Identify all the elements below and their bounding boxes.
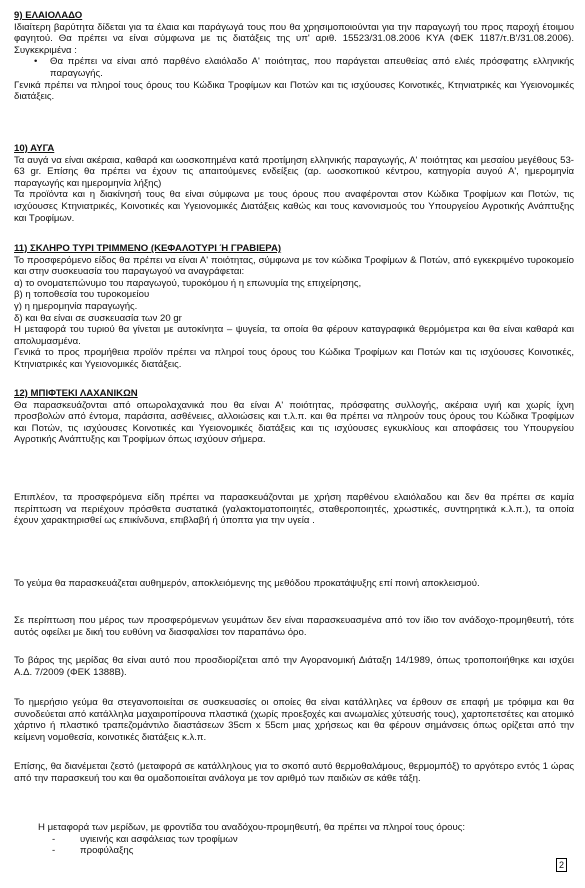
- bullet-text: Θα πρέπει να είναι από παρθένο ελαιόλαδο Α' ποιότητας, που παράγεται απευθείας από ελιές πρόσφατης ελληνικής παραγωγής.: [50, 56, 574, 79]
- paragraph: Τα αυγά να είναι ακέραια, καθαρά και ωοσκοπημένα κατά προτίμηση ελληνικής παραγωγής, Α' ποιότητας και μεσαίου μεγέθους 53-63 gr. Επίσης θα πρέπει να έχουν τις απαιτούμενες ενδείξεις (αρ. ωοσκοπικού κέντρου, κατηγορία αυγού Α', ημερομηνία παραγωγής και ημερομηνία λήξης): [14, 154, 574, 189]
- paragraph: Ιδιαίτερη βαρύτητα δίδεται για τα έλαια και παράγωγά τους που θα χρησιμοποιούνται για την παραγωγή του προς παροχή έτοιμου φαγητού. Θα πρέπει να είναι σύμφωνα με τις διατάξεις της υπ' αριθ. 15523/31.08.2006 ΚΥΑ (ΦΕΚ 1187/τ.Β'/31.08.2006). Συγκεκριμένα :: [14, 21, 574, 56]
- list-item: [52, 834, 568, 846]
- section-heading: 11) ΣΚΛΗΡΟ ΤΥΡΙ ΤΡΙΜΜΕΝΟ (ΚΕΦΑΛΟΤΥΡΙ Ή ΓΡΑΒΙΕΡΑ): [14, 243, 282, 254]
- paragraph: Σε περίπτωση που μέρος των προσφερόμενων γευμάτων δεν είναι παρασκευασμένα από τον ίδιο τον ανάδοχο-προμηθευτή, τότε αυτός οφείλει με δική του ευθύνη να διασφαλίσει τον παραπάνω όρο.: [14, 615, 574, 638]
- paragraph-transport: [38, 822, 568, 857]
- paragraph: Η μεταφορά του τυριού θα γίνεται με αυτοκίνητα – ψυγεία, τα οποία θα φέρουν καταγραφικά θερμόμετρα και θα είναι καθαρά και απολυμασμένα.: [14, 324, 574, 347]
- paragraph-packaging: [14, 697, 574, 743]
- section-hard-cheese: [14, 243, 574, 371]
- paragraph: Γενικά το προς προμήθεια προϊόν πρέπει να πληροί τους όρους του Κώδικα Τροφίμων και Ποτών και τις ισχύουσες Κοινοτικές, Κτηνιατρικές και Υγειονομικές διατάξεις.: [14, 347, 574, 370]
- paragraph: Επίσης, θα διανέμεται ζεστό (μεταφορά σε κατάλληλους για το σκοπό αυτό θερμοθαλάμους, θερμομπόξ) το αργότερο εντός 1 ώρας από την παρασκευή του και θα ομαδοποιείται ανάλογα με τον αριθμό των παιδιών σε κάθε τάξη.: [14, 761, 574, 784]
- section-olive-oil: [14, 10, 574, 103]
- list-item-text: προφύλαξης: [80, 845, 134, 857]
- paragraph: Επιπλέον, τα προσφερόμενα είδη πρέπει να παρασκευάζονται με χρήση παρθένου ελαιόλαδου και δεν θα πρέπει σε καμία περίπτωση να περιέχουν πρόσθετα συστατικά (γαλακτοματοποιητές, σταθεροποιητές, χρωστικές, συντηρητικά κ.λ.π.), τα οποία έχουν χαρακτηρισθεί ως επικίνδυνα, επιβλαβή ή ύποπτα για την υγεία .: [14, 492, 574, 527]
- paragraph-subcontract: [14, 615, 574, 638]
- list-item: δ) και θα είναι σε συσκευασία των 20 gr: [14, 312, 182, 324]
- list-item: β) η τοποθεσία του τυροκομείου: [14, 289, 150, 301]
- paragraph-distribution: [14, 761, 574, 784]
- list-item: α) το ονοματεπώνυμο του παραγωγού, τυροκόμου ή η επωνυμία της επιχείρησης,: [14, 277, 362, 289]
- page-number: 2: [556, 858, 567, 872]
- section-veg-burger: [14, 388, 574, 446]
- dash-icon: -: [52, 833, 56, 845]
- bullet-icon: •: [34, 56, 38, 68]
- section-heading: 10) ΑΥΓΑ: [14, 143, 55, 154]
- paragraph-same-day: [14, 578, 574, 590]
- paragraph: Το προσφερόμενο είδος θα πρέπει να είναι Α' ποιότητας, σύμφωνα με τον κώδικα Τροφίμων & Ποτών, από εγκεκριμένο τυροκομείο και στην συσκευασία του παραγωγού να αναγράφεται:: [14, 254, 574, 278]
- list-item: γ) η ημερομηνία παραγωγής.: [14, 300, 138, 312]
- paragraph: Το βάρος της μερίδας θα είναι αυτό που προσδιορίζεται από την Αγορανομική Διάταξη 14/1989, όπως τροποποιήθηκε και ισχύει Α.Δ. 7/2009 (ΦΕΚ 1388Β).: [14, 655, 574, 678]
- paragraph: Τα προϊόντα και η διακίνησή τους θα είναι σύμφωνα με τους όρους που αναφέρονται στον Κώδικα Τροφίμων και Ποτών, τις ισχύουσες Κτηνιατρικές, Κοινοτικές και Υγειονομικές Διατάξεις καθώς και τους κανονισμούς του Υπουργείου Αγροτικής Ανάπτυξης και Τροφίμων.: [14, 189, 574, 224]
- paragraph: Το ημερήσιο γεύμα θα στεγανοποιείται σε συσκευασίες οι οποίες θα είναι κατάλληλες να έρθουν σε επαφή με τρόφιμα και θα συνοδεύεται από κατάλληλα μαχαιροπίρουνα πλαστικά (χωρίς προεξοχές και ανωμαλίες χύτευσής τους), χαρτοπετσέτες και ατομικό χάρτινο ή πλαστικό τραπεζομάντιλο διαστάσεων 35cm x 55cm μιας χρήσεως και θα φέρουν σημάνσεις όπως ορίζεται από την κείμενη νομοθεσία, κοινοτικές διατάξεις κ.λ.π.: [14, 697, 574, 743]
- section-heading: 12) ΜΠΙΦΤΕΚΙ ΛΑΧΑΝΙΚΩΝ: [14, 388, 138, 399]
- paragraph-additives: [14, 492, 574, 527]
- dash-icon: -: [52, 845, 56, 857]
- section-heading: 9) ΕΛΑΙΟΛΑΔΟ: [14, 10, 83, 21]
- paragraph-portion-weight: [14, 655, 574, 678]
- section-eggs: [14, 143, 574, 224]
- list-item: [52, 845, 568, 857]
- paragraph: Θα παρασκευάζονται από οπωρολαχανικά που θα είναι Α' ποιότητας, πρόσφατης συλλογής, ακέραια υγιή και χωρίς ίχνη προσβολών από έντομα, παράσιτα, ασθένειες, αλλοιώσεις και τ.λ.π. και θα πρέπει να πληρούν τους όρους του Κώδικα Τροφίμων και Ποτών, τις ισχύουσες Κοινοτικές και Υγειονομικές διατάξεις και τις ισχύουσες εγκυκλίους και αποφάσεις του Υπουργείου Αγροτικής Ανάπτυξης και Τροφίμων όπως ισχύουν σήμερα.: [14, 399, 574, 446]
- paragraph: Το γεύμα θα παρασκευάζεται αυθημερόν, αποκλειόμενης της μεθόδου προκατάψυξης επί ποινή αποκλεισμού.: [14, 578, 480, 589]
- list-item-text: υγιεινής και ασφάλειας των τροφίμων: [80, 833, 238, 845]
- bullet-item: [34, 56, 574, 79]
- paragraph: Η μεταφορά των μερίδων, με φροντίδα του αναδόχου-προμηθευτή, θα πρέπει να πληροί τους όρους:: [38, 822, 466, 833]
- paragraph: Γενικά πρέπει να πληροί τους όρους του Κώδικα Τροφίμων και Ποτών και τις ισχύουσες Κοινοτικές, Κτηνιατρικές και Υγειονομικές διατάξεις.: [14, 79, 574, 103]
